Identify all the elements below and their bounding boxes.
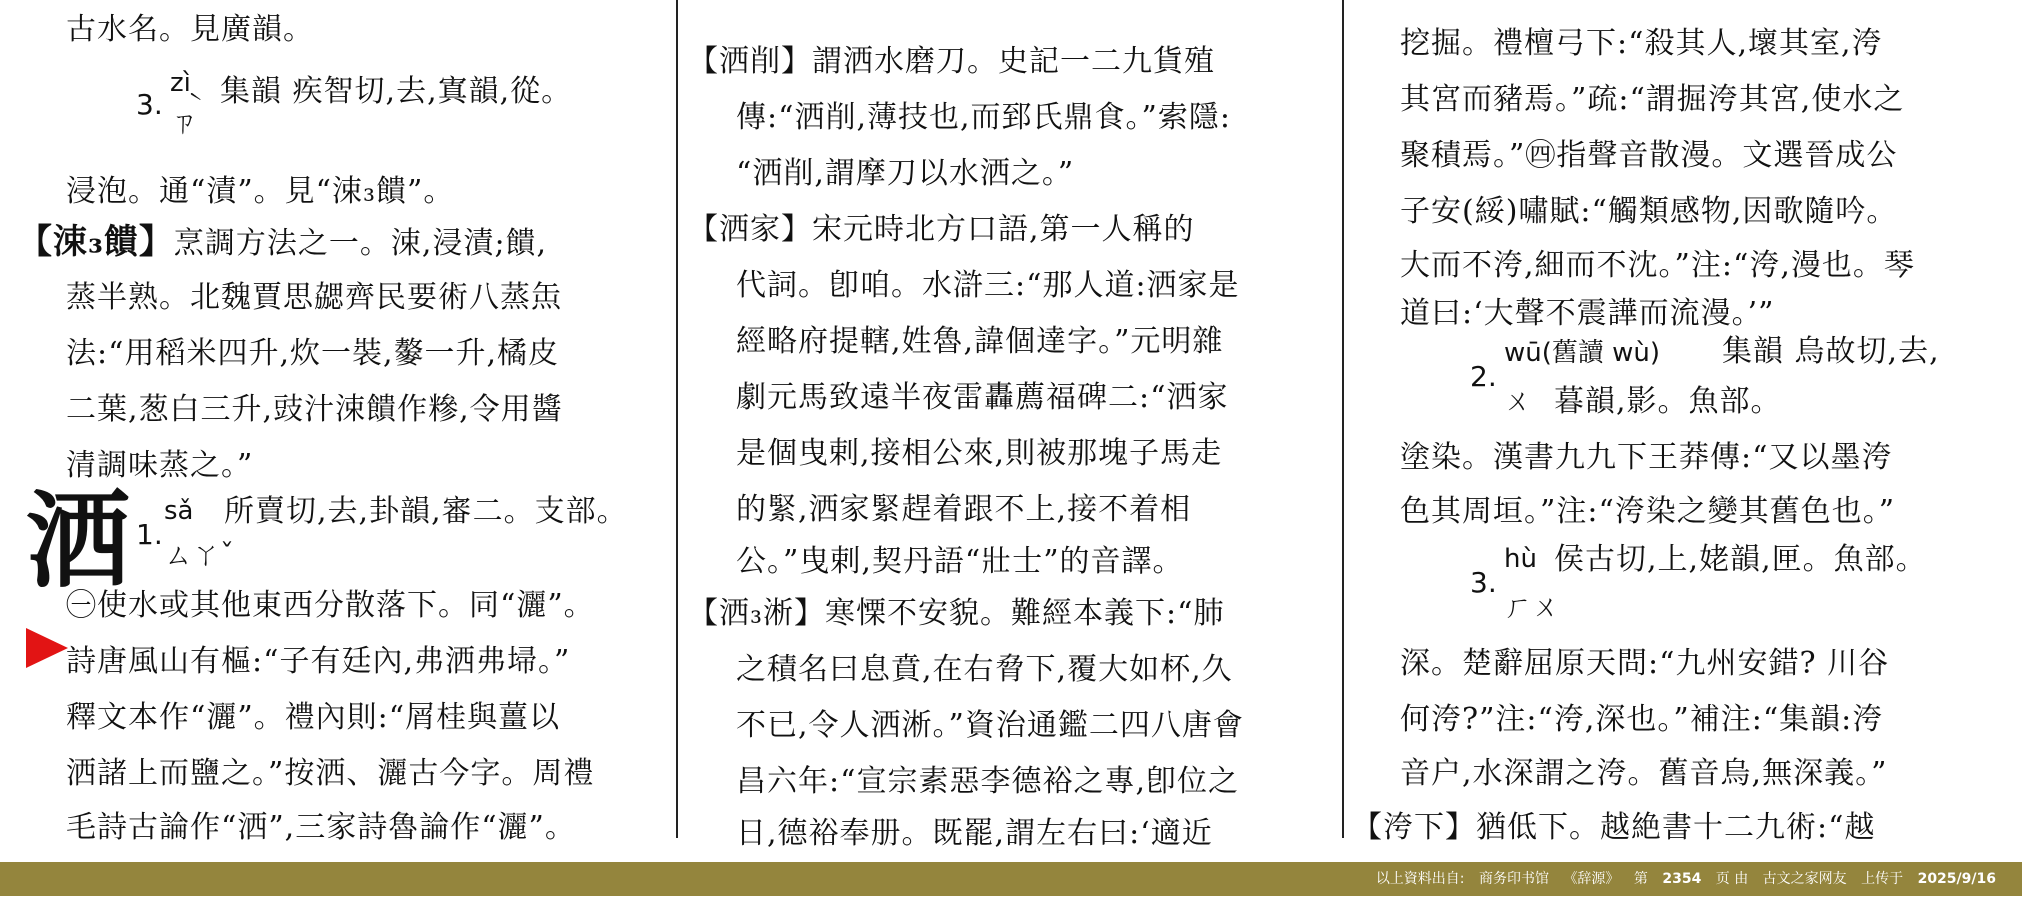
text-line: 毛詩古論作“洒”,三家詩魯論作“灑”。 (66, 810, 576, 845)
zhuyin: ㄏㄨ (1504, 590, 1561, 623)
text-line: 深。楚辭屈原天問:“九州安錯? 川谷 (1400, 646, 1890, 681)
pinyin: sǎ (164, 496, 194, 526)
text-line: 音户,水深謂之洿。舊音烏,無深義。” (1400, 756, 1888, 791)
pinyin: wū(舊讀 wù) (1504, 338, 1661, 368)
text-line: 蒸半熟。北魏賈思勰齊民要術八蒸缹 (66, 280, 562, 315)
column-divider (1342, 0, 1344, 838)
text-line: 二葉,葱白三升,豉汁涑饋作糝,令用醬 (66, 392, 563, 427)
text-line: 的緊,洒家緊趕着跟不上,接不着相 (736, 492, 1192, 527)
source-label: 以上資料出自: (1375, 871, 1465, 887)
column-divider (676, 0, 678, 838)
text-line: 代詞。卽咱。水滸三:“那人道:洒家是 (736, 268, 1240, 303)
text-line: 劇元馬致遠半夜雷轟薦福碑二:“洒家 (736, 380, 1229, 415)
publisher: 商务印书馆 (1478, 871, 1549, 887)
pronunciation-line: 集韻 烏故切,去, (1722, 334, 1940, 369)
text-line: 傳:“洒削,薄技也,而郅氏鼎食。”索隱: (736, 100, 1231, 135)
sense-number: 3. (136, 88, 163, 121)
text-line: 古水名。見廣韻。 (66, 12, 314, 47)
text-line: 清調味蒸之。” (66, 448, 254, 483)
text-line: 子安(綏)嘯賦:“觸類感物,因歌隨吟。 (1400, 194, 1898, 229)
zhuyin: ㄗ̀ (170, 106, 199, 139)
zhuyin: ㄨ (1504, 384, 1533, 417)
book-title: 《辞源》 (1563, 871, 1620, 887)
zhuyin: ㄙㄚˇ (164, 538, 235, 571)
source-footer (0, 862, 2022, 896)
head-character: 洒 (26, 479, 131, 602)
text-line: 何洿?”注:“洿,深也。”補注:“集韻:洿 (1400, 702, 1884, 737)
text-line: 道曰:‘大聲不震譁而流漫。’” (1400, 296, 1775, 331)
entry-headword: 【涑₃饋】 (18, 222, 174, 262)
pointer-arrow-icon (26, 628, 68, 668)
sense-number: 1. (136, 518, 163, 551)
text-line: 經略府提轄,姓魯,諱個達字。”元明雜 (736, 324, 1224, 359)
text-line: 釋文本作“灑”。禮內則:“屑桂與薑以 (66, 700, 561, 735)
pinyin: zì (170, 68, 191, 98)
text-line: “洒削,謂摩刀以水洒之。” (736, 156, 1075, 191)
text-line: 昌六年:“宣宗素惡李德裕之專,卽位之 (736, 764, 1239, 799)
column-3 (1352, 0, 2004, 845)
text-line: 日,德裕奉册。既罷,謂左右曰:‘適近 (736, 816, 1213, 851)
page-suffix: 页 由 (1715, 871, 1749, 887)
text-line: 大而不洿,細而不沈。”注:“洿,漫也。琴 (1400, 248, 1915, 283)
sense-number: 2. (1470, 360, 1497, 393)
text-line: 【洒家】宋元時北方口語,第一人稱的 (688, 212, 1195, 247)
text-line: 塗染。漢書九九下王莽傳:“又以墨洿 (1400, 440, 1893, 475)
text-line: 【洒削】謂洒水磨刀。史記一二九貨殖 (688, 44, 1215, 79)
text-line: 浸泡。通“漬”。見“涑₃饋”。 (66, 174, 455, 209)
text-line: 是個曳剌,接相公來,則被那塊子馬走 (736, 436, 1223, 471)
text-line: 法:“用稻米四升,炊一裝,䵅一升,橘皮 (66, 336, 560, 371)
definition-text: 烹調方法之一。涑,浸漬;饋, (173, 226, 548, 261)
text-line: 【洒₃淅】寒慄不安貌。難經本義下:“肺 (688, 596, 1225, 631)
pronunciation-line: 暮韻,影。魚部。 (1554, 384, 1782, 419)
text-line: ㊀使水或其他東西分散落下。同“灑”。 (66, 588, 595, 623)
text-line: 之積名曰息賁,在右脅下,覆大如杯,久 (736, 652, 1233, 687)
text-line: 詩唐風山有樞:“子有廷內,弗洒弗埽。” (66, 644, 571, 679)
text-line: 不已,令人洒淅。”資治通鑑二四八唐會 (736, 708, 1244, 743)
page-number: 2354 (1662, 871, 1702, 887)
sense-number: 3. (1470, 566, 1497, 599)
pinyin: hù (1504, 544, 1537, 574)
column-1 (18, 0, 668, 845)
pronunciation-line: 所賣切,去,卦韻,審二。支部。 (224, 494, 628, 529)
pronunciation-line: 侯古切,上,姥韻,匣。魚部。 (1554, 542, 1927, 577)
text-line: 挖掘。禮檀弓下:“殺其人,壞其室,洿 (1400, 26, 1883, 61)
upload-date: 2025/9/16 (1917, 871, 1996, 887)
text-line: 【洿下】猶低下。越絶書十二九術:“越 (1352, 810, 1876, 845)
page-prefix: 第 (1633, 871, 1648, 887)
text-line: 洒諸上而鹽之。”按洒、灑古今字。周禮 (66, 756, 595, 791)
uploader: 古文之家网友 (1762, 871, 1847, 887)
pronunciation-line: 集韻 疾智切,去,寘韻,從。 (220, 74, 573, 109)
text-line: 色其周垣。”注:“洿染之變其舊色也。” (1400, 494, 1896, 529)
text-line: 聚積焉。”㊃指聲音散漫。文選晉成公 (1400, 138, 1898, 173)
column-2 (688, 0, 1333, 851)
text-line: 公。”曳剌,契丹語“壯士”的音譯。 (736, 544, 1184, 579)
text-line: 其宮而豬焉。”疏:“謂掘洿其宮,使水之 (1400, 82, 1905, 117)
upload-label: 上传于 (1861, 871, 1904, 887)
